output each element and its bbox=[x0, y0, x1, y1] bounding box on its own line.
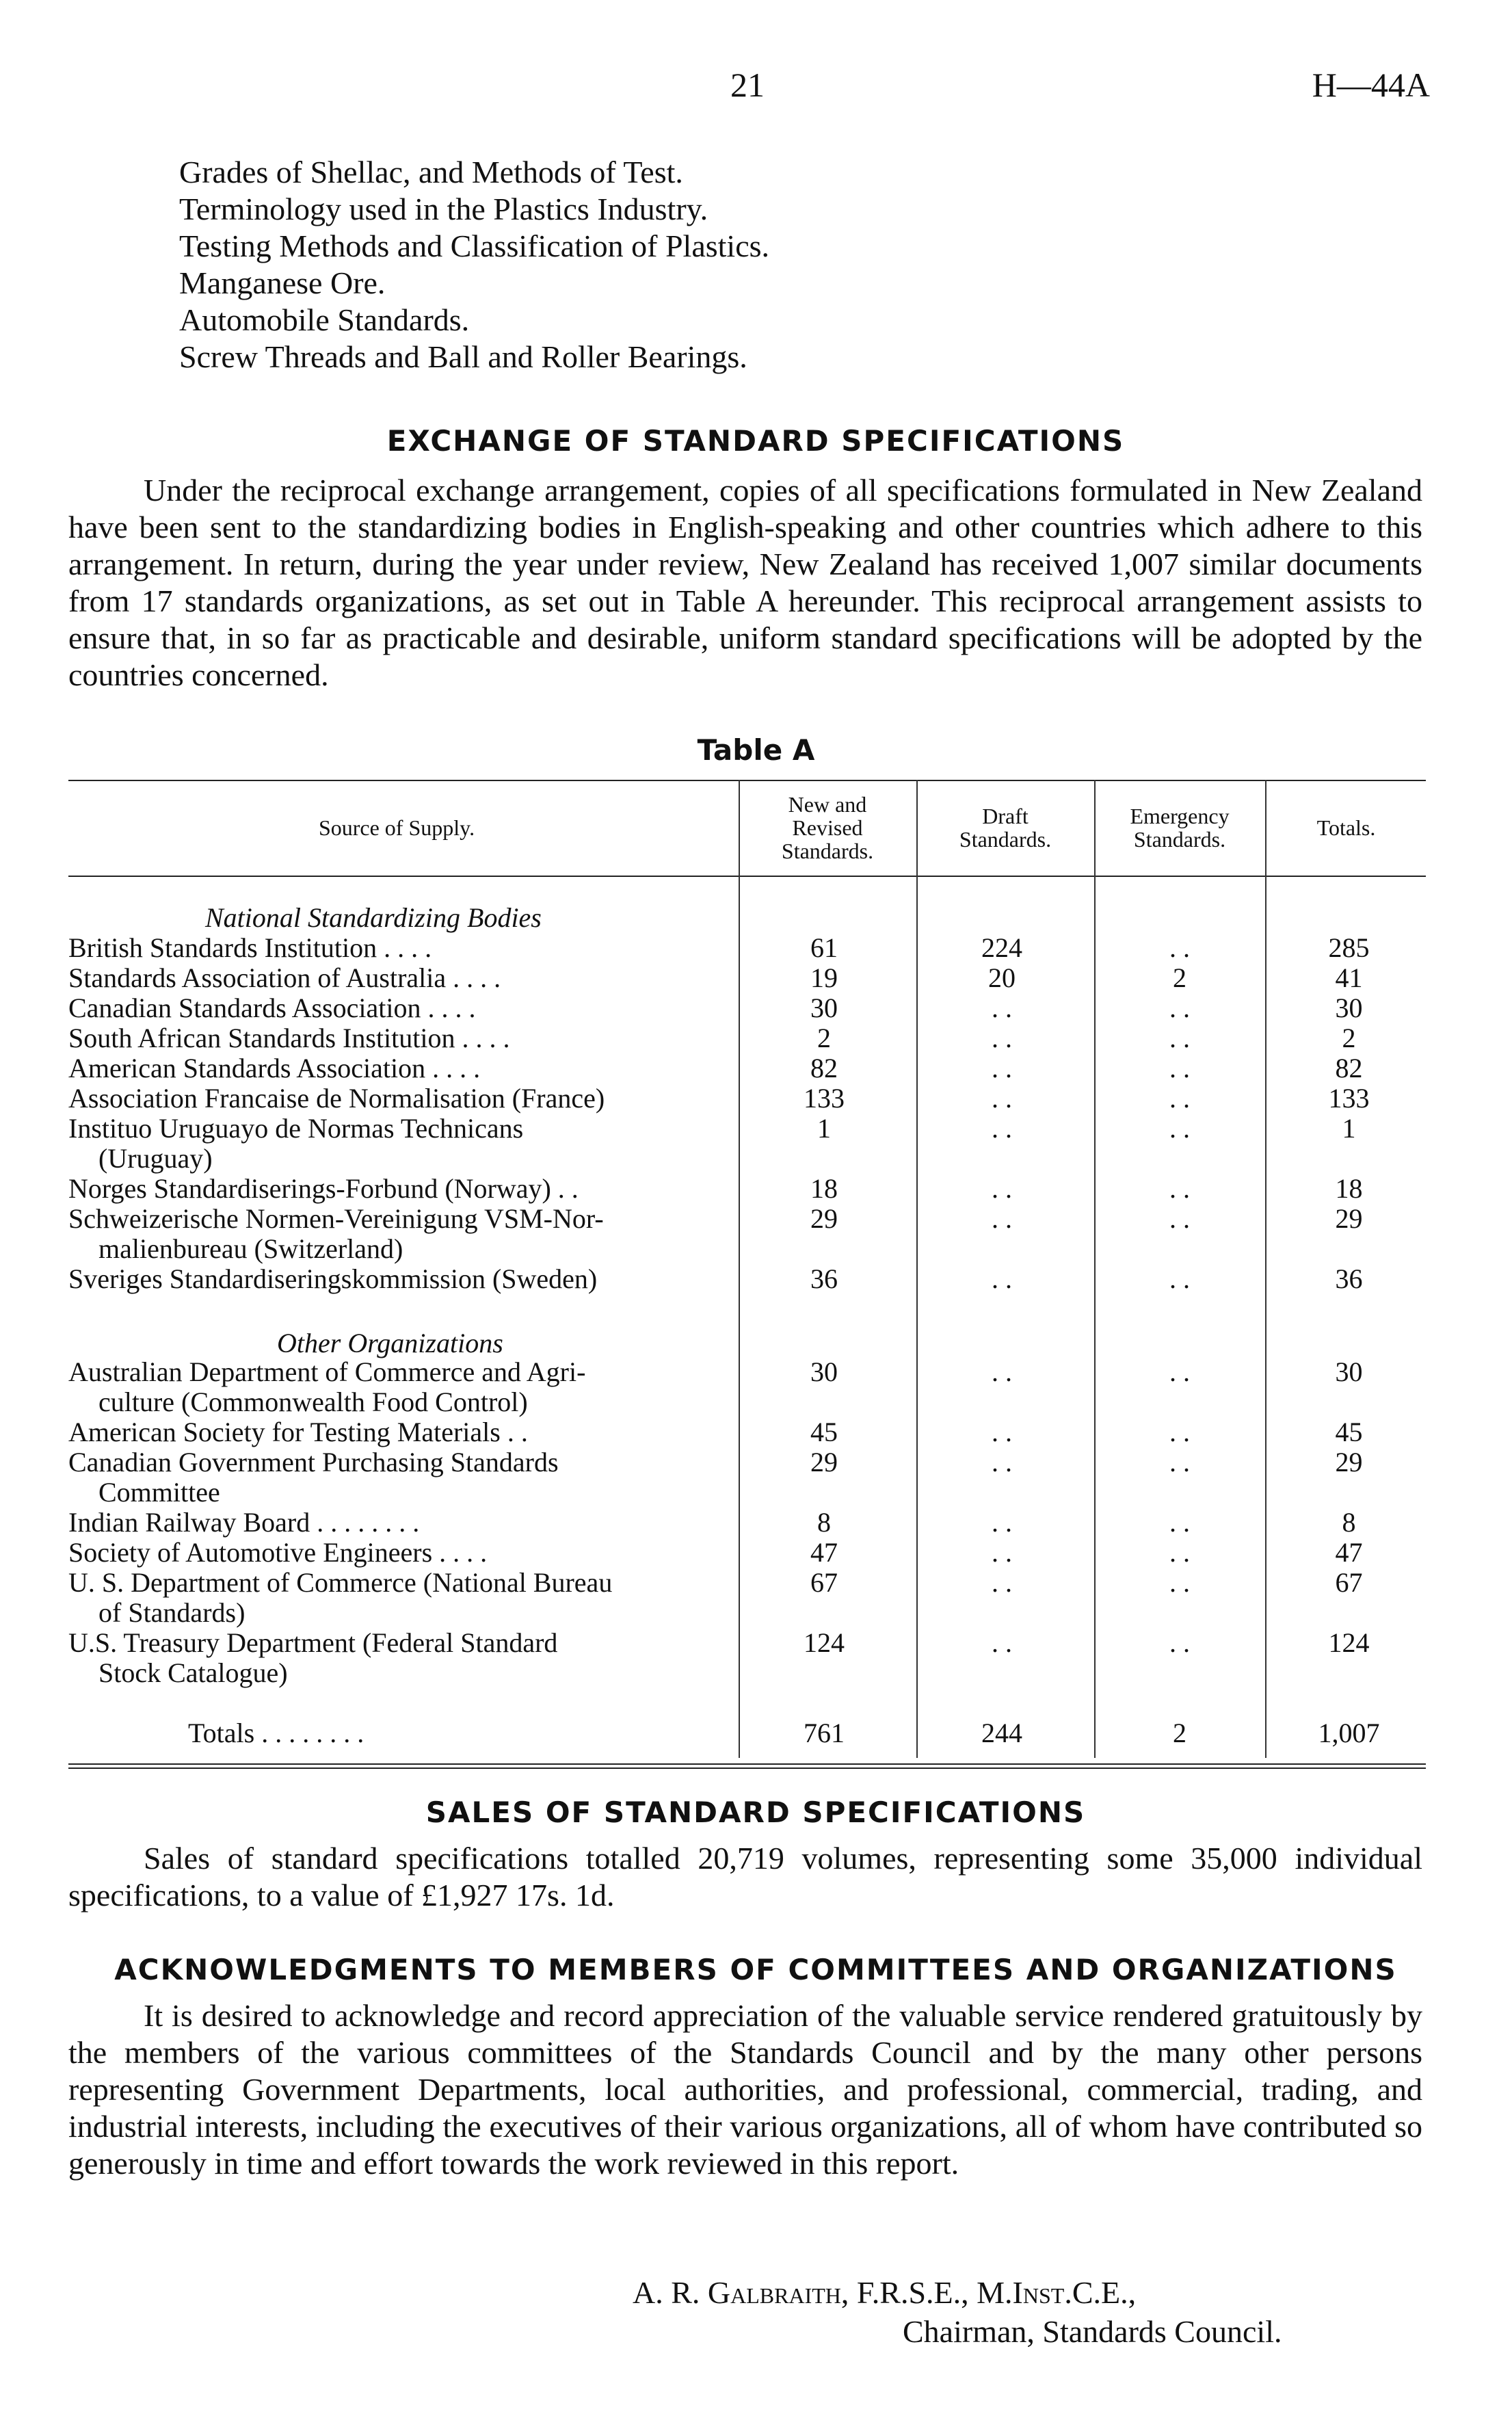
page-header bbox=[0, 65, 1512, 120]
column-header-source: Source of Supply. bbox=[318, 815, 475, 840]
table-bottom-rule-double bbox=[68, 1767, 1426, 1769]
section-label-other: Other Organizations bbox=[277, 1328, 503, 1358]
acknowledgments-paragraph: It is desired to acknowledge and record appreciation of the valuable service rendered gratuitously by the members of the various committees of the Standards Council and by the many other persons representing Government Departments, local authorities, and professional, commercial, trading, and industrial interests, including the executives of their various organizations, all of whom have contributed so generously in time and effort towards the work reviewed in this report. bbox=[68, 1998, 1422, 2181]
signature-name: A. R. Galbraith, F.R.S.E., M.Inst.C.E., bbox=[633, 2275, 1137, 2310]
table-top-rule bbox=[68, 780, 1426, 781]
list-item: Testing Methods and Classification of Plastics. bbox=[179, 228, 770, 263]
section-label-national: National Standardizing Bodies bbox=[205, 902, 542, 933]
table-bottom-rule bbox=[68, 1763, 1426, 1765]
column-header-emergency: Emergency Standards. bbox=[1130, 804, 1230, 852]
list-item: Manganese Ore. bbox=[179, 265, 386, 300]
sales-paragraph: Sales of standard specifications totalled 20,719 volumes, representing some 35,000 individual specifications, to a value of £1,927 17s. 1d. bbox=[68, 1841, 1422, 1913]
table-title: Table A bbox=[697, 733, 815, 767]
signature-title: Chairman, Standards Council. bbox=[903, 2314, 1282, 2349]
column-header-draft: Draft Standards. bbox=[959, 804, 1052, 852]
table-header-rule bbox=[68, 876, 1426, 877]
standards-list bbox=[179, 154, 769, 376]
acknowledgments-heading: ACKNOWLEDGMENTS TO MEMBERS OF COMMITTEES AND ORGANIZATIONS bbox=[114, 1953, 1397, 1986]
column-divider bbox=[1265, 780, 1266, 1758]
list-item: Automobile Standards. bbox=[179, 302, 470, 337]
list-item: Terminology used in the Plastics Industry. bbox=[179, 192, 708, 226]
list-item: Grades of Shellac, and Methods of Test. bbox=[179, 155, 683, 189]
list-item: Screw Threads and Ball and Roller Bearings. bbox=[179, 339, 747, 374]
document-reference: H—44A bbox=[1312, 66, 1430, 104]
exchange-heading: EXCHANGE OF STANDARD SPECIFICATIONS bbox=[386, 424, 1125, 458]
column-header-new: New and Revised Standards. bbox=[781, 792, 874, 863]
page-number: 21 bbox=[730, 66, 765, 104]
column-header-totals: Totals. bbox=[1316, 815, 1376, 840]
sales-heading: SALES OF STANDARD SPECIFICATIONS bbox=[425, 1796, 1086, 1829]
exchange-paragraph: Under the reciprocal exchange arrangement, copies of all specifications formulated in New Zealand have been sent to the standardizing bodies in English-speaking and other countries which adhere to this arrangement. In return, during the year under review, New Zealand has received 1,007 similar documents from 17 standards organizations, as set out in Table A hereunder. This reciprocal arrangement assists to ensure that, in so far as practicable and desirable, uniform standard specifications will be adopted by the countries concerned. bbox=[68, 473, 1422, 692]
